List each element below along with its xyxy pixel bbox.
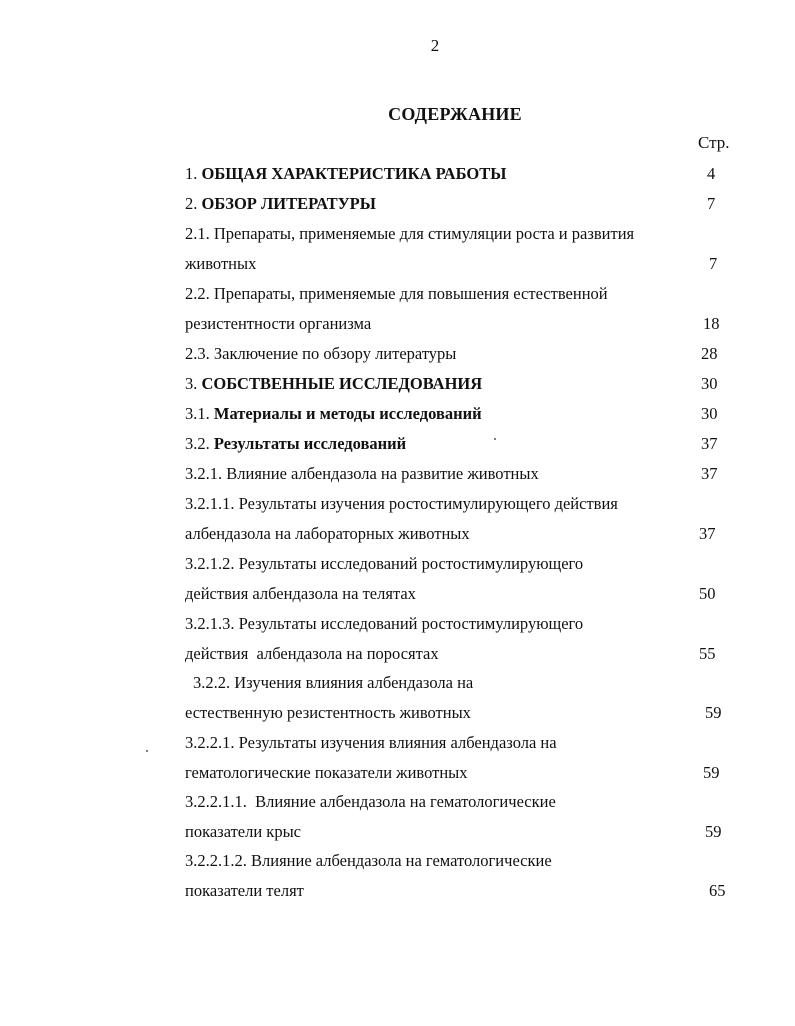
toc-page-3-1: 30 xyxy=(701,404,718,423)
toc-entry-2-2-line1: 2.2. Препараты, применяемые для повышения естественной xyxy=(185,284,608,303)
toc-page-3-2: 37 xyxy=(701,434,718,453)
toc-entry-3-2-1-1-line2: албендазола на лабораторных животных xyxy=(185,524,470,543)
toc-entry-3: 3. СОБСТВЕННЫЕ ИССЛЕДОВАНИЯ xyxy=(185,374,483,393)
toc-entry-3-2: 3.2. Результаты исследований xyxy=(185,434,407,453)
toc-page-2-1: 7 xyxy=(709,254,718,273)
toc-entry-2: 2. ОБЗОР ЛИТЕРАТУРЫ xyxy=(185,194,376,213)
scan-speck xyxy=(494,438,496,440)
toc-entry-3-2-2-1-1-line2: показатели крыс xyxy=(185,822,301,841)
toc-page-3-2-1-2: 50 xyxy=(699,584,716,603)
toc-entry-2-1-line2: животных xyxy=(185,254,257,273)
page-title: СОДЕРЖАНИЕ xyxy=(388,104,522,124)
toc-entry-2-3: 2.3. Заключение по обзору литературы xyxy=(185,344,457,363)
toc-page-3-2-2-1-2: 65 xyxy=(709,881,726,900)
toc-page-2: 7 xyxy=(707,194,716,213)
scan-speck xyxy=(146,750,148,752)
toc-page-3-2-1: 37 xyxy=(701,464,718,483)
toc-entry-3-2-1-3-line2: действия албендазола на поросятах xyxy=(185,644,439,663)
toc-entry-3-2-2-line2: естественную резистентность животных xyxy=(185,703,471,722)
toc-page-3-2-1-3: 55 xyxy=(699,644,716,663)
toc-entry-3-2-2-1-1-line1: 3.2.2.1.1. Влияние албендазола на гематологические xyxy=(185,792,556,811)
toc-entry-3-1: 3.1. Материалы и методы исследований xyxy=(185,404,482,423)
toc-entry-3-2-2-1-line2: гематологические показатели животных xyxy=(185,763,468,782)
toc-page-2-2: 18 xyxy=(703,314,720,333)
toc-entry-3-2-2-line1: 3.2.2. Изучения влияния албендазола на xyxy=(193,673,474,692)
toc-entry-3-2-1-2-line2: действия албендазола на телятах xyxy=(185,584,416,603)
page-column-header: Стр. xyxy=(698,133,730,152)
toc-entry-3-2-1-1-line1: 3.2.1.1. Результаты изучения ростостимулирующего действия xyxy=(185,494,618,513)
toc-entry-3-2-2-1-2-line1: 3.2.2.1.2. Влияние албендазола на гематологические xyxy=(185,851,552,870)
toc-page-3-2-2-1-1: 59 xyxy=(705,822,722,841)
toc-entry-3-2-1-3-line1: 3.2.1.3. Результаты исследований ростостимулирующего xyxy=(185,614,584,633)
toc-entry-3-2-1: 3.2.1. Влияние албендазола на развитие животных xyxy=(185,464,539,483)
toc-page-3-2-1-1: 37 xyxy=(699,524,716,543)
toc-entry-3-2-2-1-line1: 3.2.2.1. Результаты изучения влияния албендазола на xyxy=(185,733,557,752)
toc-page-3-2-2: 59 xyxy=(705,703,722,722)
toc-entry-3-2-1-2-line1: 3.2.1.2. Результаты исследований ростостимулирующего xyxy=(185,554,584,573)
toc-page-3-2-2-1: 59 xyxy=(703,763,720,782)
toc-page-3: 30 xyxy=(701,374,718,393)
toc-entry-2-1-line1: 2.1. Препараты, применяемые для стимуляции роста и развития xyxy=(185,224,635,243)
toc-page-2-3: 28 xyxy=(701,344,718,363)
toc-entry-2-2-line2: резистентности организма xyxy=(185,314,372,333)
toc-entry-1: 1. ОБЩАЯ ХАРАКТЕРИСТИКА РАБОТЫ xyxy=(185,164,507,183)
toc-entry-3-2-2-1-2-line2: показатели телят xyxy=(185,881,304,900)
page-number: 2 xyxy=(430,36,440,55)
toc-page-1: 4 xyxy=(707,164,716,183)
